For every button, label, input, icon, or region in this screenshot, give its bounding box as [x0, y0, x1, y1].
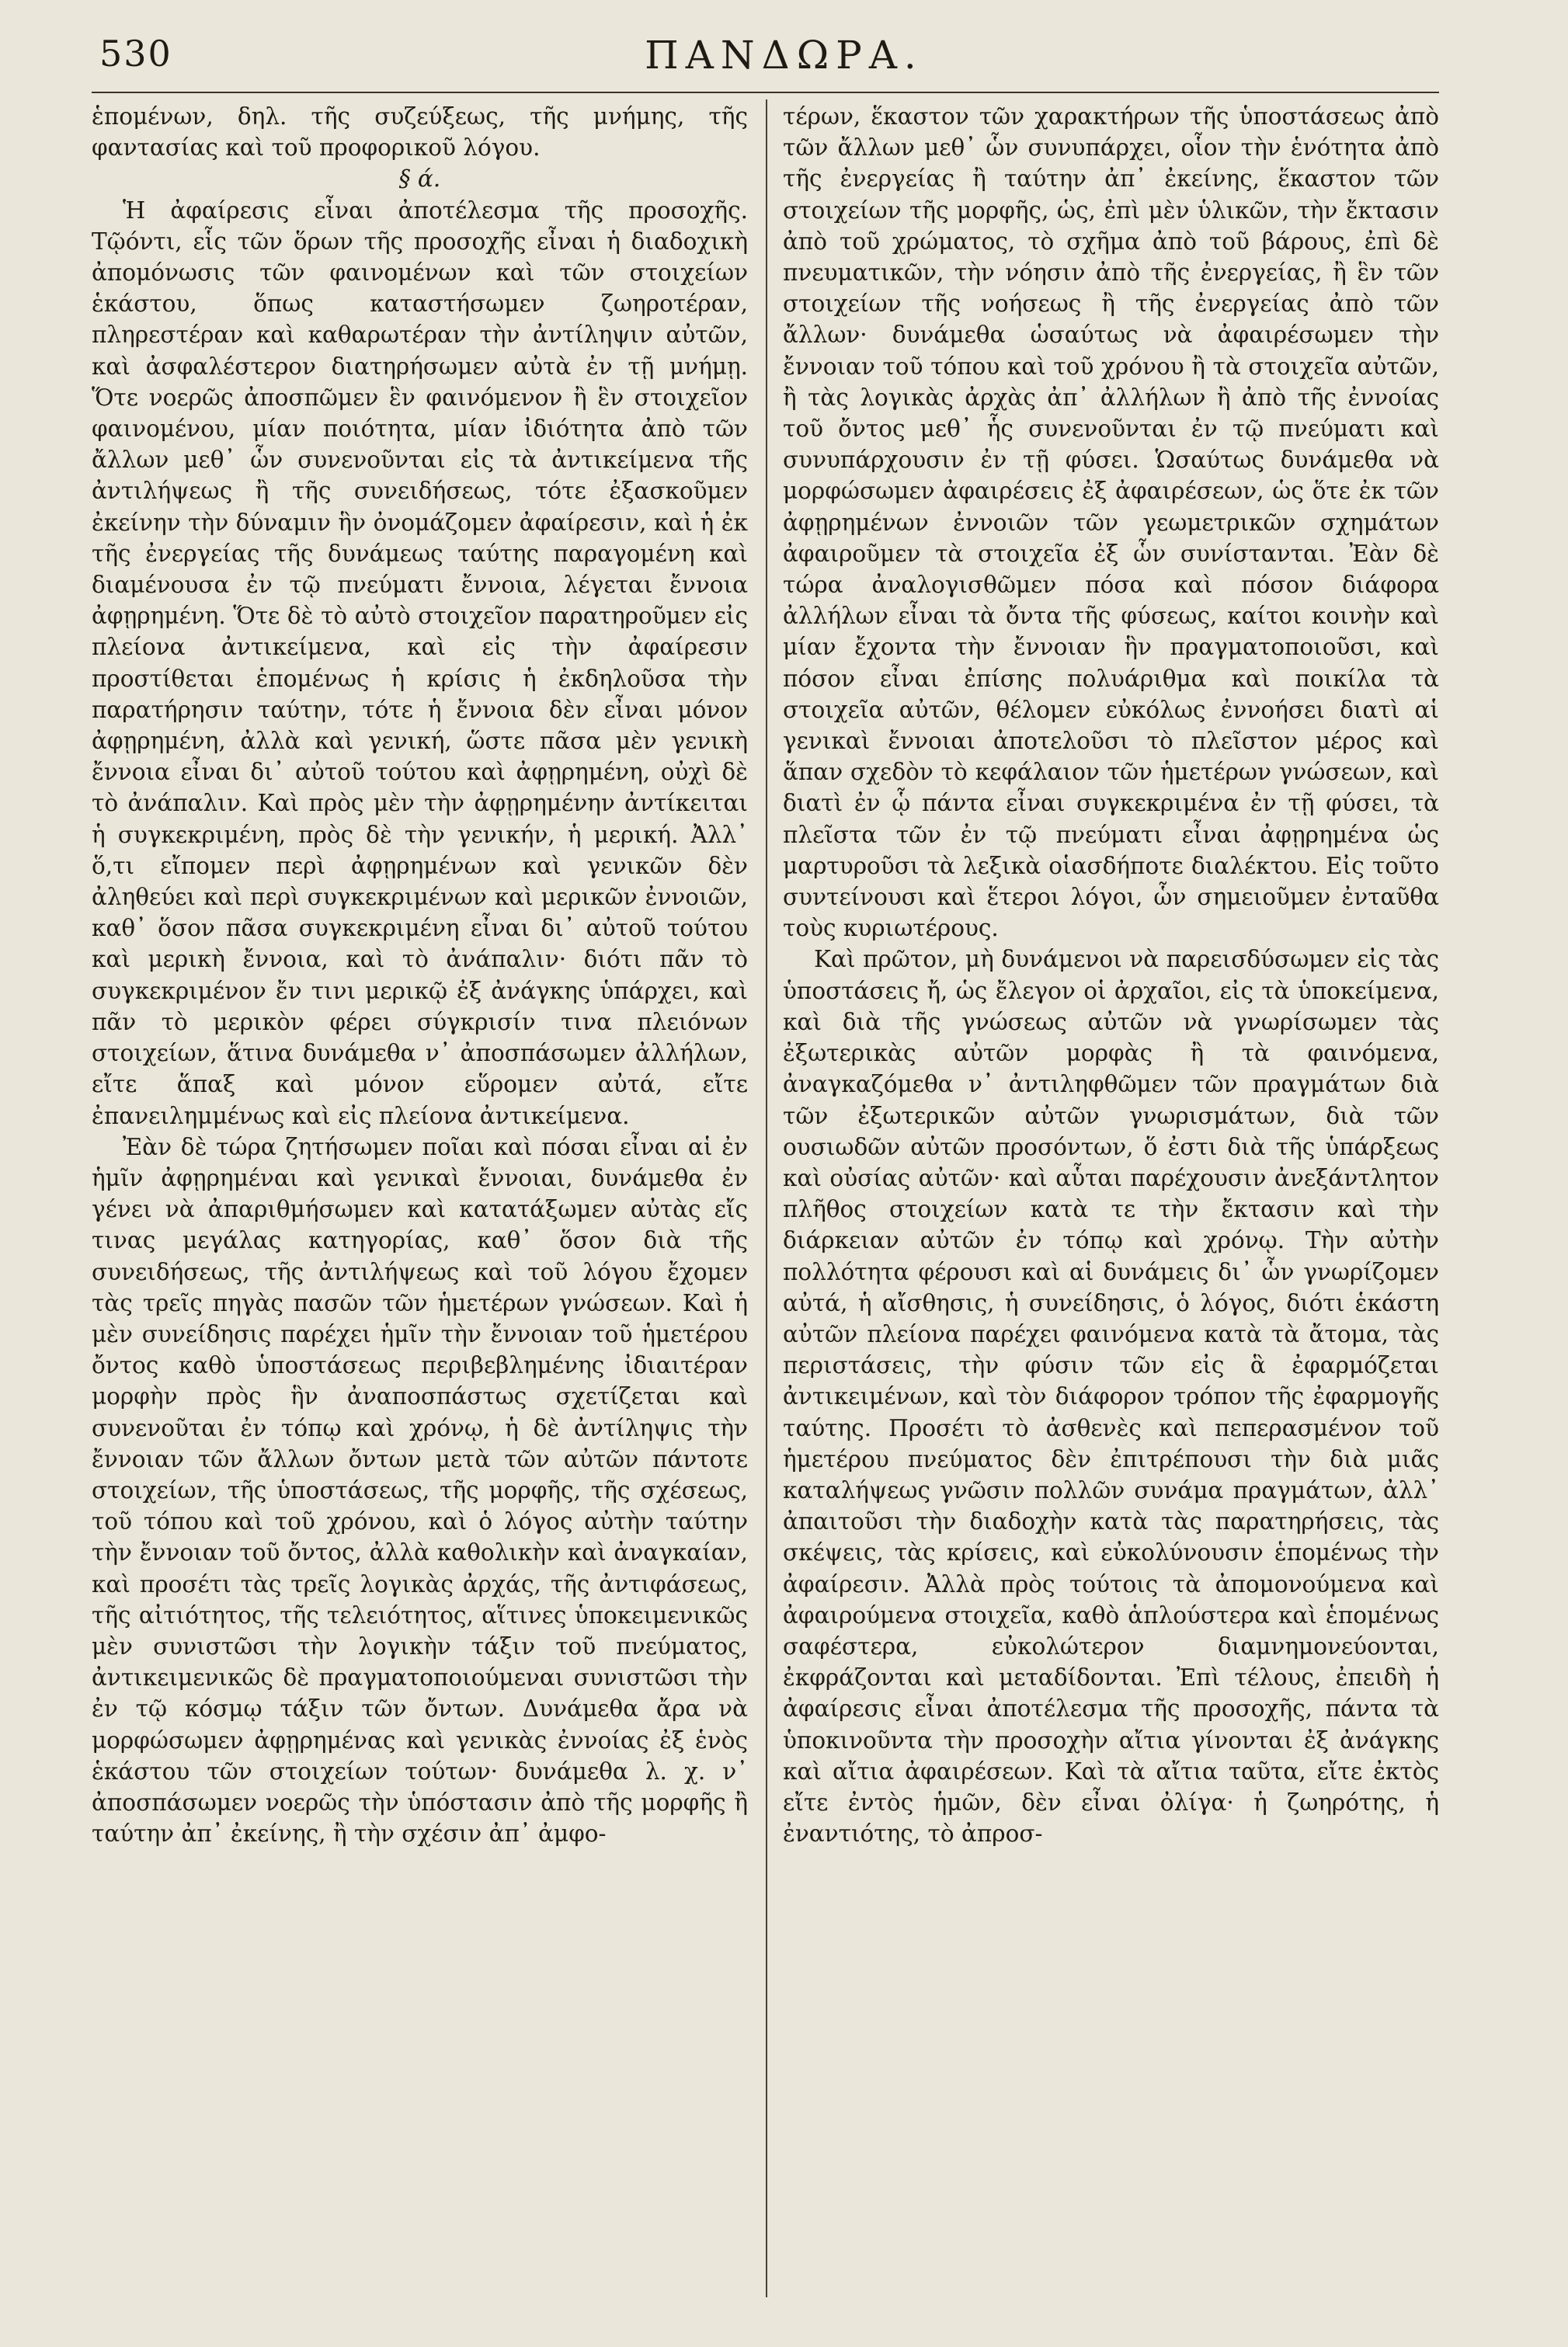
paragraph: Καὶ πρῶτον, μὴ δυνάμενοι νὰ παρεισδύσωμεν εἰς τὰς ὑποστάσεις ἤ, ὡς ἔλεγον οἱ ἀρχαῖοι, εἰς τὰ ὑποκείμενα, καὶ διὰ τῆς γνώσεως αὐτῶν νὰ γνωρίσωμεν τὰς ἐξωτερικὰς αὐτῶν μορφὰς ἢ τὰ φαινόμενα, ἀναγκαζόμεθα ν᾽ ἀντιληφθῶμεν τῶν πραγμάτων διὰ τῶν ἐξωτερικῶν αὐτῶν γνωρισμάτων, διὰ τῶν ουσιωδῶν αὐτῶν προσόντων, ὅ ἐστι διὰ τῆς ὑπάρξεως καὶ οὐσίας αὐτῶν· καὶ αὗται παρέχουσιν ἀνεξάντλητον πλῆθος στοιχείων κατὰ τε τὴν ἔκτασιν καὶ τὴν διάρκειαν αὐτῶν ἐν τόπῳ καὶ χρόνῳ. Τὴν αὐτὴν πολλότητα φέρουσι καὶ αἱ δυνάμεις δι᾽ ὧν γνωρίζομεν αὐτά, ἡ αἴσθησις, ἡ συνείδησις, ὁ λόγος, διότι ἑκάστη αὐτῶν πλείονα παρέχει φαινόμενα κατὰ τὰ ἄτομα, τὰς περιστάσεις, τὴν φύσιν τῶν εἰς ἃ ἐφαρμόζεται ἀντικειμένων, καὶ τὸν διάφορον τρόπον τῆς ἐφαρμογῆς ταύτης. Προσέτι τὸ ἀσθενὲς καὶ πεπερασμένον τοῦ ἡμετέρου πνεύματος δὲν ἐπιτρέπουσι τὴν διὰ μιᾶς καταλήψεως γνῶσιν πολλῶν συνάμα πραγμάτων, ἀλλ᾽ ἀπαιτοῦσι τὴν διαδοχὴν κατὰ τὰς παρατηρήσεις, τὰς σκέψεις, τὰς κρίσεις, καὶ εὐκολύνουσιν ἑπομένως τὴν ἀφαίρεσιν. Ἀλλὰ πρὸς τούτοις τὰ ἀπομονούμενα καὶ ἀφαιρούμενα στοιχεῖα, καθὸ ἁπλούστερα καὶ ἑπομένως σαφέστερα, εὐκολώτερον διαμνημονεύονται, ἐκφράζονται καὶ μεταδίδονται. Ἐπὶ τέλους, ἐπειδὴ ἡ ἀφαίρεσις εἶναι ἀποτέλεσμα τῆς προσοχῆς, πάντα τὰ ὑποκινοῦντα τὴν προσοχὴν αἴτια γίνονται ἐξ ἀνάγκης καὶ αἴτια ἀφαιρέσεων. Καὶ τὰ αἴτια ταῦτα, εἴτε ἐκτὸς εἴτε ἐντὸς ἡμῶν, δὲν εἶναι ὀλίγα· ἡ ζωηρότης, ἡ ἐναντιότης, τὸ ἀπροσ-	[783, 946, 1439, 1848]
paragraph-continued: τέρων, ἕκαστον τῶν χαρακτήρων τῆς ὑποστάσεως ἀπὸ τῶν ἄλλων μεθ᾽ ὧν συνυπάρχει, οἷον τὴν ἑνότητα ἀπὸ τῆς ἐνεργείας ἢ ταύτην ἀπ᾽ ἐκείνης, ἕκαστον τῶν στοιχείων τῆς μορφῆς, ὡς, ἐπὶ μὲν ὑλικῶν, τὴν ἔκτασιν ἀπὸ τοῦ χρώματος, τὸ σχῆμα ἀπὸ τοῦ βάρους, ἐπὶ δὲ πνευματικῶν, τὴν νόησιν ἀπὸ τῆς ἐνεργείας, ἢ ἓν τῶν στοιχείων τῆς νοήσεως ἢ τῆς ἐνεργείας ἀπὸ τῶν ἄλλων· δυνάμεθα ὡσαύτως νὰ ἀφαιρέσωμεν τὴν ἔννοιαν τοῦ τόπου καὶ τοῦ χρόνου ἢ τὰ στοιχεῖα αὐτῶν, ἢ τὰς λογικὰς ἀρχὰς ἀπ᾽ ἀλλήλων ἢ ἀπὸ τῆς ἐννοίας τοῦ ὄντος μεθ᾽ ἧς συνενοῦνται ἐν τῷ πνεύματι καὶ συνυπάρχουσιν ἐν τῇ φύσει. Ὡσαύτως δυνάμεθα νὰ μορφώσωμεν ἀφαιρέσεις ἐξ ἀφαιρέσεων, ὡς ὅτε ἐκ τῶν ἀφῃρημένων ἐννοιῶν τῶν γεωμετρικῶν σχημάτων ἀφαιροῦμεν τὰ στοιχεῖα ἐξ ὧν συνίστανται. Ἐὰν δὲ τώρα ἀναλογισθῶμεν πόσα καὶ πόσον διάφορα ἀλλήλων εἶναι τὰ ὄντα τῆς φύσεως, καίτοι κοινὴν καὶ μίαν ἔχοντα τὴν ἔννοιαν ἣν πραγματοποιοῦσι, καὶ πόσον εἶναι ἐπίσης πολυάριθμα καὶ ποικίλα τὰ στοιχεῖα αὐτῶν, θέλομεν εὐκόλως ἐννοήσει διατὶ αἱ γενικαὶ ἔννοιαι ἀποτελοῦσι τὸ πλεῖστον μέρος καὶ ἅπαν σχεδὸν τὸ κεφάλαιον τῶν ἡμετέρων γνώσεων, καὶ διατὶ ἐν ᾧ πάντα εἶναι συγκεκριμένα ἐν τῇ φύσει, τὰ πλεῖστα τῶν ἐν τῷ πνεύματι εἶναι ἀφῃρημένα ὡς μαρτυροῦσι τὰ λεξικὰ οἱασδήποτε διαλέκτου. Εἰς τοῦτο συντείνουσι καὶ ἕτεροι λόγοι, ὧν σημειοῦμεν ἐνταῦθα τοὺς κυριωτέρους.	[783, 103, 1439, 942]
left-column	[92, 101, 748, 2307]
paragraph: Ἐὰν δὲ τώρα ζητήσωμεν ποῖαι καὶ πόσαι εἶναι αἱ ἐν ἡμῖν ἀφῃρημέναι καὶ γενικαὶ ἔννοιαι, δυνάμεθα ἐν γένει νὰ ἀπαριθμήσωμεν καὶ κατατάξωμεν αὐτὰς εἴς τινας μεγάλας κατηγορίας, καθ᾽ ὅσον διὰ τῆς συνειδήσεως, τῆς ἀντιλήψεως καὶ τοῦ λόγου ἔχομεν τὰς τρεῖς πηγὰς πασῶν τῶν ἡμετέρων γνώσεων. Καὶ ἡ μὲν συνείδησις παρέχει ἡμῖν τὴν ἔννοιαν τοῦ ἡμετέρου ὄντος καθὸ ὑποστάσεως περιβεβλημένης ἰδιαιτέραν μορφὴν πρὸς ἣν ἀναποσπάστως σχετίζεται καὶ συνενοῦται ἐν τόπῳ καὶ χρόνῳ, ἡ δὲ ἀντίληψις τὴν ἔννοιαν τῶν ἄλλων ὄντων μετὰ τῶν αὐτῶν πάντοτε στοιχείων, τῆς ὑποστάσεως, τῆς μορφῆς, τῆς σχέσεως, τοῦ τόπου καὶ τοῦ χρόνου, καὶ ὁ λόγος αὐτὴν ταύτην τὴν ἔννοιαν τοῦ ὄντος, ἀλλὰ καθολικὴν καὶ ἀναγκαίαν, καὶ προσέτι τὰς τρεῖς λογικὰς ἀρχάς, τῆς ἀντιφάσεως, τῆς αἰτιότητος, τῆς τελειότητος, αἵτινες ὑποκειμενικῶς μὲν συνιστῶσι τὴν λογικὴν τάξιν τοῦ πνεύματος, ἀντικειμενικῶς δὲ πραγματοποιούμεναι συνιστῶσι τὴν ἐν τῷ κόσμῳ τάξιν τῶν ὄντων. Δυνάμεθα ἄρα νὰ μορφώσωμεν ἀφῃρημένας καὶ γενικὰς ἐννοίας ἐξ ἑνὸς ἑκάστου τῶν στοιχείων τούτων· δυνάμεθα λ. χ. ν᾽ ἀποσπάσωμεν νοερῶς τὴν ὑπόστασιν ἀπὸ τῆς μορφῆς ἢ ταύτην ἀπ᾽ ἐκείνης, ἢ τὴν σχέσιν ἀπ᾽ ἀμφο-	[92, 1133, 748, 1848]
right-column	[783, 101, 1439, 2307]
paragraph: Ἡ ἀφαίρεσις εἶναι ἀποτέλεσμα τῆς προσοχῆς. Τῷόντι, εἷς τῶν ὅρων τῆς προσοχῆς εἶναι ἡ διαδοχικὴ ἀπομόνωσις τῶν φαινομένων καὶ τῶν στοιχείων ἑκάστου, ὅπως καταστήσωμεν ζωηροτέραν, πληρεστέραν καὶ καθαρωτέραν τὴν ἀντίληψιν αὐτῶν, καὶ ἀσφαλέστερον διατηρήσωμεν αὐτὰ ἐν τῇ μνήμῃ. Ὅτε νοερῶς ἀποσπῶμεν ἓν φαινόμενον ἢ ἓν στοιχεῖον φαινομένου, μίαν ποιότητα, μίαν ἰδιότητα ἀπὸ τῶν ἄλλων μεθ᾽ ὧν συνενοῦνται εἰς τὰ ἀντικείμενα τῆς ἀντιλήψεως ἢ τῆς συνειδήσεως, τότε ἐξασκοῦμεν ἐκείνην τὴν δύναμιν ἣν ὀνομάζομεν ἀφαίρεσιν, καὶ ἡ ἐκ τῆς ἐνεργείας τῆς δυνάμεως ταύτης παραγομένη καὶ διαμένουσα ἐν τῷ πνεύματι ἔννοια, λέγεται ἔννοια ἀφῃρημένη. Ὅτε δὲ τὸ αὐτὸ στοιχεῖον παρατηροῦμεν εἰς πλείονα ἀντικείμενα, καὶ εἰς τὴν ἀφαίρεσιν προστίθεται ἑπομένως ἡ κρίσις ἡ ἐκδηλοῦσα τὴν παρατήρησιν ταύτην, τότε ἡ ἔννοια δὲν εἶναι μόνον ἀφῃρημένη, ἀλλὰ καὶ γενική, ὥστε πᾶσα μὲν γενικὴ ἔννοια εἶναι δι᾽ αὐτοῦ τούτου καὶ ἀφῃρημένη, οὐχὶ δὲ τὸ ἀνάπαλιν. Καὶ πρὸς μὲν τὴν ἀφῃρημένην ἀντίκειται ἡ συγκεκριμένη, πρὸς δὲ τὴν γενικήν, ἡ μερική. Ἀλλ᾽ ὅ,τι εἴπομεν περὶ ἀφῃρημένων καὶ γενικῶν δὲν ἀληθεύει καὶ περὶ συγκεκριμένων καὶ μερικῶν ἐννοιῶν, καθ᾽ ὅσον πᾶσα συγκεκριμένη εἶναι δι᾽ αὐτοῦ τούτου καὶ μερικὴ ἔννοια, καὶ τὸ ἀνάπαλιν· διότι πᾶν τὸ συγκεκριμένον ἔν τινι μερικῷ ἐξ ἀνάγκης ὑπάρχει, καὶ πᾶν τὸ μερικὸν φέρει σύγκρισίν τινα πλειόνων στοιχείων, ἅτινα δυνάμεθα ν᾽ ἀποσπάσωμεν ἀλλήλων, εἴτε ἅπαξ καὶ μόνον εὕρομεν αὐτά, εἴτε ἐπανειλημμένως καὶ εἰς πλείονα ἀντικείμενα.	[92, 196, 748, 1129]
section-mark: § ά.	[398, 165, 441, 193]
page-number: 530	[99, 33, 172, 75]
paragraph-opening: ἑπομένων, δηλ. τῆς συζεύξεως, τῆς μνήμης, τῆς φαντασίας καὶ τοῦ προφορικοῦ λόγου.	[92, 103, 748, 162]
column-rule	[766, 99, 767, 2297]
header-rule	[92, 92, 1439, 93]
running-title: ΠΑΝΔΩΡΑ.	[645, 33, 923, 78]
